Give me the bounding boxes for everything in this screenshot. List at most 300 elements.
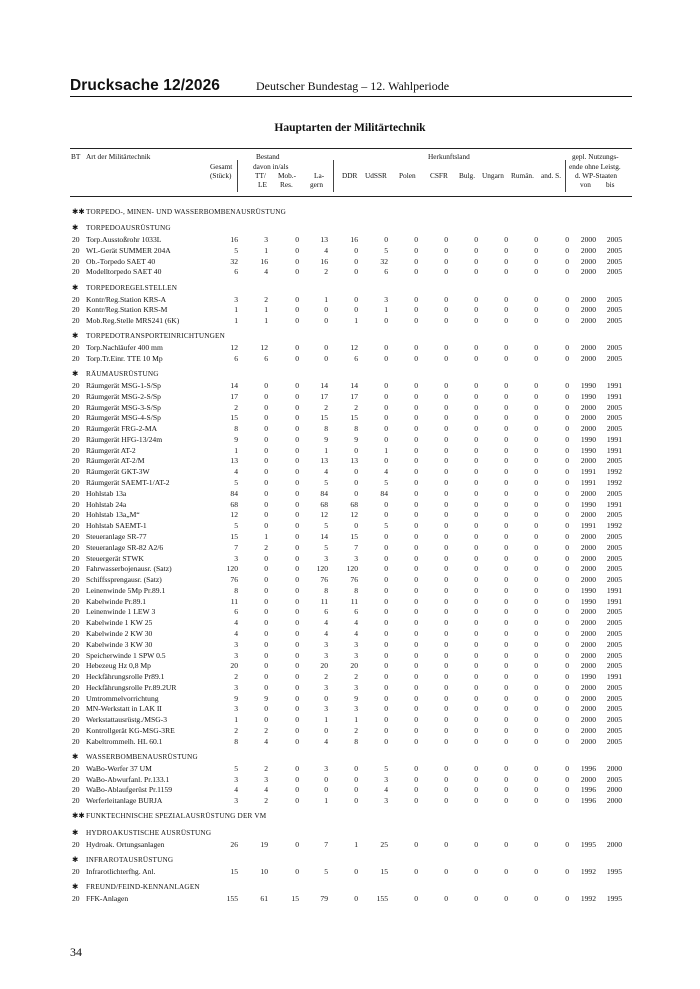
value-cell: 0 xyxy=(565,256,569,266)
item-name-cell: Schiffssprengausr. (Satz) xyxy=(86,575,162,585)
value-cell: 0 xyxy=(504,553,508,563)
value-cell: 0 xyxy=(354,294,358,304)
value-cell: 12 xyxy=(320,510,328,520)
value-cell: 6 xyxy=(324,607,328,617)
value-cell: 8 xyxy=(234,736,238,746)
value-cell: 0 xyxy=(295,763,299,773)
value-cell: 0 xyxy=(414,434,418,444)
value-cell: 0 xyxy=(354,478,358,488)
value-cell: 0 xyxy=(534,434,538,444)
value-cell: 0 xyxy=(384,704,388,714)
value-cell: 13 xyxy=(320,456,328,466)
value-cell: 1 xyxy=(264,245,268,255)
value-cell: 0 xyxy=(474,715,478,725)
item-name-cell: Räumgerät SAEMT-1/AT-2 xyxy=(86,478,170,488)
value-cell: 4 xyxy=(324,736,328,746)
value-cell: 0 xyxy=(444,316,448,326)
item-name-cell: Räumgerät HFG-13/24m xyxy=(86,434,163,444)
table-row xyxy=(0,246,700,256)
value-cell: 0 xyxy=(354,488,358,498)
value-cell: 0 xyxy=(324,316,328,326)
value-cell: 0 xyxy=(565,343,569,353)
section-marker: ✱ xyxy=(72,223,79,233)
value-cell: 0 xyxy=(565,531,569,541)
section-marker: ✱ xyxy=(72,752,79,762)
value-cell: 5 xyxy=(234,521,238,531)
value-cell: 0 xyxy=(295,343,299,353)
value-cell: 17 xyxy=(320,391,328,401)
value-cell: 0 xyxy=(384,650,388,660)
value-cell: 0 xyxy=(474,294,478,304)
table-row xyxy=(0,467,700,477)
value-cell: 0 xyxy=(444,596,448,606)
value-cell: 1996 xyxy=(580,796,596,806)
value-cell: 0 xyxy=(565,267,569,277)
section-label: TORPEDO-, MINEN- UND WASSERBOMBENAUSRÜSTUNG xyxy=(86,208,287,216)
value-cell: 1991 xyxy=(580,467,596,477)
value-cell: 2000 xyxy=(580,628,596,638)
value-cell: 2005 xyxy=(606,305,622,315)
value-cell: 2000 xyxy=(580,639,596,649)
value-cell: 0 xyxy=(295,381,299,391)
value-cell: 0 xyxy=(565,456,569,466)
value-cell: 6 xyxy=(234,607,238,617)
col-rumaen: Rumän. xyxy=(511,171,534,180)
value-cell: 0 xyxy=(444,343,448,353)
value-cell: 3 xyxy=(354,704,358,714)
value-cell: 0 xyxy=(474,839,478,849)
value-cell: 0 xyxy=(565,564,569,574)
item-name-cell: Modelltorpedo SAET 40 xyxy=(86,267,162,277)
value-cell: 0 xyxy=(264,607,268,617)
value-cell: 15 xyxy=(350,531,358,541)
value-cell: 0 xyxy=(504,596,508,606)
bt-cell: 20 xyxy=(72,467,80,477)
value-cell: 0 xyxy=(504,585,508,595)
value-cell: 6 xyxy=(234,267,238,277)
value-cell: 0 xyxy=(414,488,418,498)
value-cell: 0 xyxy=(474,353,478,363)
value-cell: 5 xyxy=(324,866,328,876)
value-cell: 0 xyxy=(565,618,569,628)
value-cell: 0 xyxy=(474,785,478,795)
value-cell: 0 xyxy=(295,661,299,671)
value-cell: 0 xyxy=(414,866,418,876)
value-cell: 3 xyxy=(324,704,328,714)
value-cell: 0 xyxy=(534,607,538,617)
value-cell: 0 xyxy=(354,445,358,455)
value-cell: 0 xyxy=(354,521,358,531)
col-tt: TT/ xyxy=(255,171,266,180)
value-cell: 1990 xyxy=(580,445,596,455)
value-cell: 0 xyxy=(565,391,569,401)
bt-cell: 20 xyxy=(72,402,80,412)
table-row xyxy=(0,305,700,315)
value-cell: 0 xyxy=(565,542,569,552)
value-cell: 3 xyxy=(384,294,388,304)
col-gepl-2: ende ohne Leistg. xyxy=(569,162,621,171)
value-cell: 13 xyxy=(350,456,358,466)
value-cell: 68 xyxy=(230,499,238,509)
value-cell: 0 xyxy=(534,704,538,714)
value-cell: 0 xyxy=(414,316,418,326)
value-cell: 0 xyxy=(264,672,268,682)
value-cell: 3 xyxy=(324,763,328,773)
value-cell: 0 xyxy=(384,353,388,363)
value-cell: 0 xyxy=(295,639,299,649)
bt-cell: 20 xyxy=(72,693,80,703)
value-cell: 0 xyxy=(384,628,388,638)
value-cell: 0 xyxy=(474,553,478,563)
value-cell: 3 xyxy=(324,682,328,692)
value-cell: 0 xyxy=(264,510,268,520)
value-cell: 15 xyxy=(380,866,388,876)
value-cell: 0 xyxy=(504,413,508,423)
value-cell: 0 xyxy=(474,424,478,434)
value-cell: 0 xyxy=(324,693,328,703)
value-cell: 0 xyxy=(504,564,508,574)
value-cell: 0 xyxy=(384,434,388,444)
bt-cell: 20 xyxy=(72,531,80,541)
value-cell: 0 xyxy=(264,585,268,595)
value-cell: 0 xyxy=(295,585,299,595)
value-cell: 1991 xyxy=(606,445,622,455)
value-cell: 0 xyxy=(565,235,569,245)
value-cell: 0 xyxy=(414,245,418,255)
value-cell: 0 xyxy=(264,413,268,423)
bt-cell: 20 xyxy=(72,294,80,304)
value-cell: 2000 xyxy=(580,402,596,412)
item-name-cell: WaBo-Ablaufgerüst Pr.1159 xyxy=(86,785,172,795)
value-cell: 0 xyxy=(565,785,569,795)
bt-cell: 20 xyxy=(72,245,80,255)
bt-cell: 20 xyxy=(72,672,80,682)
value-cell: 0 xyxy=(264,618,268,628)
table-row xyxy=(0,867,700,877)
item-name-cell: Werkstattausrüstg./MSG-3 xyxy=(86,715,168,725)
value-cell: 0 xyxy=(565,628,569,638)
item-name-cell: Kabelwinde 1 KW 25 xyxy=(86,618,153,628)
value-cell: 4 xyxy=(324,628,328,638)
value-cell: 0 xyxy=(504,256,508,266)
value-cell: 0 xyxy=(504,715,508,725)
item-name-cell: Torp.Nachläufer 400 mm xyxy=(86,343,163,353)
item-name-cell: WaBo-Abwurfanl. Pr.133.1 xyxy=(86,774,170,784)
value-cell: 2000 xyxy=(580,725,596,735)
value-cell: 0 xyxy=(444,785,448,795)
value-cell: 0 xyxy=(264,596,268,606)
value-cell: 2005 xyxy=(606,618,622,628)
value-cell: 6 xyxy=(264,353,268,363)
value-cell: 8 xyxy=(324,585,328,595)
value-cell: 0 xyxy=(414,618,418,628)
table-row xyxy=(0,629,700,639)
value-cell: 0 xyxy=(295,736,299,746)
value-cell: 0 xyxy=(534,424,538,434)
value-cell: 0 xyxy=(414,294,418,304)
value-cell: 0 xyxy=(474,305,478,315)
section-marker: ✱ xyxy=(72,369,79,379)
value-cell: 0 xyxy=(565,736,569,746)
value-cell: 0 xyxy=(324,343,328,353)
table-row xyxy=(0,640,700,650)
value-cell: 0 xyxy=(504,866,508,876)
value-cell: 0 xyxy=(534,839,538,849)
value-cell: 1992 xyxy=(580,866,596,876)
value-cell: 0 xyxy=(414,467,418,477)
value-cell: 3 xyxy=(234,639,238,649)
value-cell: 0 xyxy=(414,478,418,488)
item-name-cell: Kabelwinde Pr.89.1 xyxy=(86,596,147,606)
section-marker: ✱✱ xyxy=(72,207,85,216)
value-cell: 0 xyxy=(565,478,569,488)
value-cell: 9 xyxy=(354,434,358,444)
item-name-cell: Kontr/Reg.Station KRS-M xyxy=(86,305,168,315)
section-row xyxy=(0,369,700,379)
item-name-cell: WL-Gerät SUMMER 204A xyxy=(86,245,171,255)
value-cell: 0 xyxy=(414,353,418,363)
value-cell: 0 xyxy=(414,715,418,725)
value-cell: 0 xyxy=(295,682,299,692)
value-cell: 16 xyxy=(320,256,328,266)
value-cell: 0 xyxy=(474,521,478,531)
value-cell: 0 xyxy=(444,353,448,363)
value-cell: 3 xyxy=(354,639,358,649)
value-cell: 0 xyxy=(444,866,448,876)
col-res: Res. xyxy=(280,180,293,189)
bt-cell: 20 xyxy=(72,553,80,563)
table-row xyxy=(0,694,700,704)
value-cell: 120 xyxy=(346,564,358,574)
value-cell: 10 xyxy=(260,866,268,876)
value-cell: 0 xyxy=(264,564,268,574)
table-row xyxy=(0,618,700,628)
value-cell: 0 xyxy=(504,488,508,498)
table-row xyxy=(0,651,700,661)
value-cell: 3 xyxy=(264,774,268,784)
value-cell: 0 xyxy=(565,796,569,806)
value-cell: 0 xyxy=(295,478,299,488)
value-cell: 0 xyxy=(444,839,448,849)
value-cell: 16 xyxy=(230,235,238,245)
bt-cell: 20 xyxy=(72,774,80,784)
value-cell: 0 xyxy=(504,434,508,444)
value-cell: 12 xyxy=(230,343,238,353)
value-cell: 0 xyxy=(474,661,478,671)
value-cell: 0 xyxy=(534,521,538,531)
value-cell: 0 xyxy=(474,763,478,773)
item-name-cell: Torp.Ausstoßrohr 1033L xyxy=(86,235,162,245)
value-cell: 0 xyxy=(264,704,268,714)
value-cell: 2005 xyxy=(606,316,622,326)
value-cell: 0 xyxy=(534,774,538,784)
value-cell: 0 xyxy=(295,316,299,326)
value-cell: 8 xyxy=(234,585,238,595)
value-cell: 13 xyxy=(320,235,328,245)
value-cell: 5 xyxy=(324,521,328,531)
value-cell: 15 xyxy=(230,866,238,876)
value-cell: 2000 xyxy=(606,796,622,806)
bt-cell: 20 xyxy=(72,661,80,671)
value-cell: 0 xyxy=(534,294,538,304)
value-cell: 0 xyxy=(384,725,388,735)
item-name-cell: Räumgerät MSG-2-S/Sp xyxy=(86,391,161,401)
value-cell: 0 xyxy=(504,391,508,401)
bt-cell: 20 xyxy=(72,353,80,363)
value-cell: 1 xyxy=(384,445,388,455)
value-cell: 2005 xyxy=(606,413,622,423)
value-cell: 0 xyxy=(444,661,448,671)
bt-cell: 20 xyxy=(72,763,80,773)
item-name-cell: Torp.Tr.Einr. TTE 10 Mp xyxy=(86,353,163,363)
value-cell: 0 xyxy=(295,235,299,245)
value-cell: 2005 xyxy=(606,424,622,434)
value-cell: 17 xyxy=(230,391,238,401)
value-cell: 0 xyxy=(295,305,299,315)
value-cell: 14 xyxy=(320,531,328,541)
value-cell: 2000 xyxy=(580,607,596,617)
value-cell: 0 xyxy=(444,510,448,520)
value-cell: 0 xyxy=(414,542,418,552)
value-cell: 9 xyxy=(264,693,268,703)
value-cell: 0 xyxy=(504,245,508,255)
value-cell: 1 xyxy=(234,316,238,326)
value-cell: 0 xyxy=(295,564,299,574)
value-cell: 79 xyxy=(320,893,328,903)
value-cell: 0 xyxy=(534,478,538,488)
value-cell: 0 xyxy=(264,639,268,649)
value-cell: 4 xyxy=(234,618,238,628)
value-cell: 0 xyxy=(264,521,268,531)
item-name-cell: Heckfährungsrolle Pr.89.2UR xyxy=(86,682,177,692)
value-cell: 16 xyxy=(260,256,268,266)
value-cell: 0 xyxy=(264,424,268,434)
value-cell: 2005 xyxy=(606,628,622,638)
bt-cell: 20 xyxy=(72,564,80,574)
value-cell: 0 xyxy=(565,445,569,455)
value-cell: 4 xyxy=(234,467,238,477)
value-cell: 0 xyxy=(414,704,418,714)
value-cell: 2005 xyxy=(606,488,622,498)
value-cell: 32 xyxy=(380,256,388,266)
table-row xyxy=(0,257,700,267)
value-cell: 0 xyxy=(504,424,508,434)
value-cell: 0 xyxy=(384,381,388,391)
value-cell: 0 xyxy=(414,796,418,806)
value-cell: 20 xyxy=(230,661,238,671)
table-row xyxy=(0,435,700,445)
section-label: INFRAROTAUSRÜSTUNG xyxy=(86,855,174,864)
value-cell: 0 xyxy=(384,553,388,563)
value-cell: 1996 xyxy=(580,785,596,795)
value-cell: 11 xyxy=(350,596,358,606)
value-cell: 7 xyxy=(354,542,358,552)
table-row xyxy=(0,446,700,456)
value-cell: 0 xyxy=(474,672,478,682)
bt-cell: 20 xyxy=(72,866,80,876)
bt-cell: 20 xyxy=(72,704,80,714)
value-cell: 0 xyxy=(474,866,478,876)
value-cell: 15 xyxy=(350,413,358,423)
value-cell: 14 xyxy=(230,381,238,391)
value-cell: 3 xyxy=(234,704,238,714)
value-cell: 0 xyxy=(354,267,358,277)
value-cell: 0 xyxy=(474,639,478,649)
value-cell: 0 xyxy=(295,575,299,585)
value-cell: 0 xyxy=(534,542,538,552)
value-cell: 0 xyxy=(384,607,388,617)
table-row xyxy=(0,586,700,596)
value-cell: 0 xyxy=(414,839,418,849)
value-cell: 3 xyxy=(354,650,358,660)
item-name-cell: MN-Werkstatt in LAK II xyxy=(86,704,162,714)
value-cell: 0 xyxy=(444,736,448,746)
section-marker: ✱ xyxy=(72,282,79,292)
bt-cell: 20 xyxy=(72,256,80,266)
value-cell: 0 xyxy=(534,445,538,455)
value-cell: 0 xyxy=(264,467,268,477)
value-cell: 0 xyxy=(414,381,418,391)
value-cell: 0 xyxy=(414,639,418,649)
value-cell: 0 xyxy=(504,893,508,903)
value-cell: 0 xyxy=(324,353,328,363)
value-cell: 0 xyxy=(295,353,299,363)
value-cell: 1 xyxy=(354,316,358,326)
value-cell: 2005 xyxy=(606,774,622,784)
table-row xyxy=(0,785,700,795)
value-cell: 2 xyxy=(234,672,238,682)
value-cell: 0 xyxy=(444,424,448,434)
value-cell: 0 xyxy=(565,245,569,255)
value-cell: 4 xyxy=(384,785,388,795)
value-cell: 0 xyxy=(414,575,418,585)
value-cell: 0 xyxy=(534,585,538,595)
value-cell: 0 xyxy=(565,585,569,595)
value-cell: 1995 xyxy=(606,866,622,876)
value-cell: 120 xyxy=(316,564,328,574)
value-cell: 0 xyxy=(324,305,328,315)
item-name-cell: Räumgerät GKT-3W xyxy=(86,467,150,477)
value-cell: 0 xyxy=(384,564,388,574)
value-cell: 2005 xyxy=(606,564,622,574)
value-cell: 0 xyxy=(414,531,418,541)
value-cell: 0 xyxy=(295,294,299,304)
value-cell: 0 xyxy=(414,672,418,682)
value-cell: 6 xyxy=(354,607,358,617)
value-cell: 5 xyxy=(324,542,328,552)
value-cell: 0 xyxy=(414,413,418,423)
section-label: TORPEDOTRANSPORTEINRICHTUNGEN xyxy=(86,332,226,341)
value-cell: 2005 xyxy=(606,510,622,520)
value-cell: 2000 xyxy=(580,413,596,423)
value-cell: 0 xyxy=(414,343,418,353)
value-cell: 2 xyxy=(264,542,268,552)
item-name-cell: Räumgerät MSG-3-S/Sp xyxy=(86,402,161,412)
col-udssr: UdSSR xyxy=(365,171,387,180)
value-cell: 0 xyxy=(444,564,448,574)
value-cell: 2 xyxy=(354,402,358,412)
value-cell: 0 xyxy=(565,704,569,714)
table-row xyxy=(0,521,700,531)
value-cell: 2000 xyxy=(580,343,596,353)
value-cell: 1 xyxy=(264,531,268,541)
table-row xyxy=(0,500,700,510)
value-cell: 0 xyxy=(504,839,508,849)
value-cell: 0 xyxy=(504,639,508,649)
value-cell: 0 xyxy=(444,235,448,245)
bt-cell: 20 xyxy=(72,893,80,903)
value-cell: 1 xyxy=(264,305,268,315)
